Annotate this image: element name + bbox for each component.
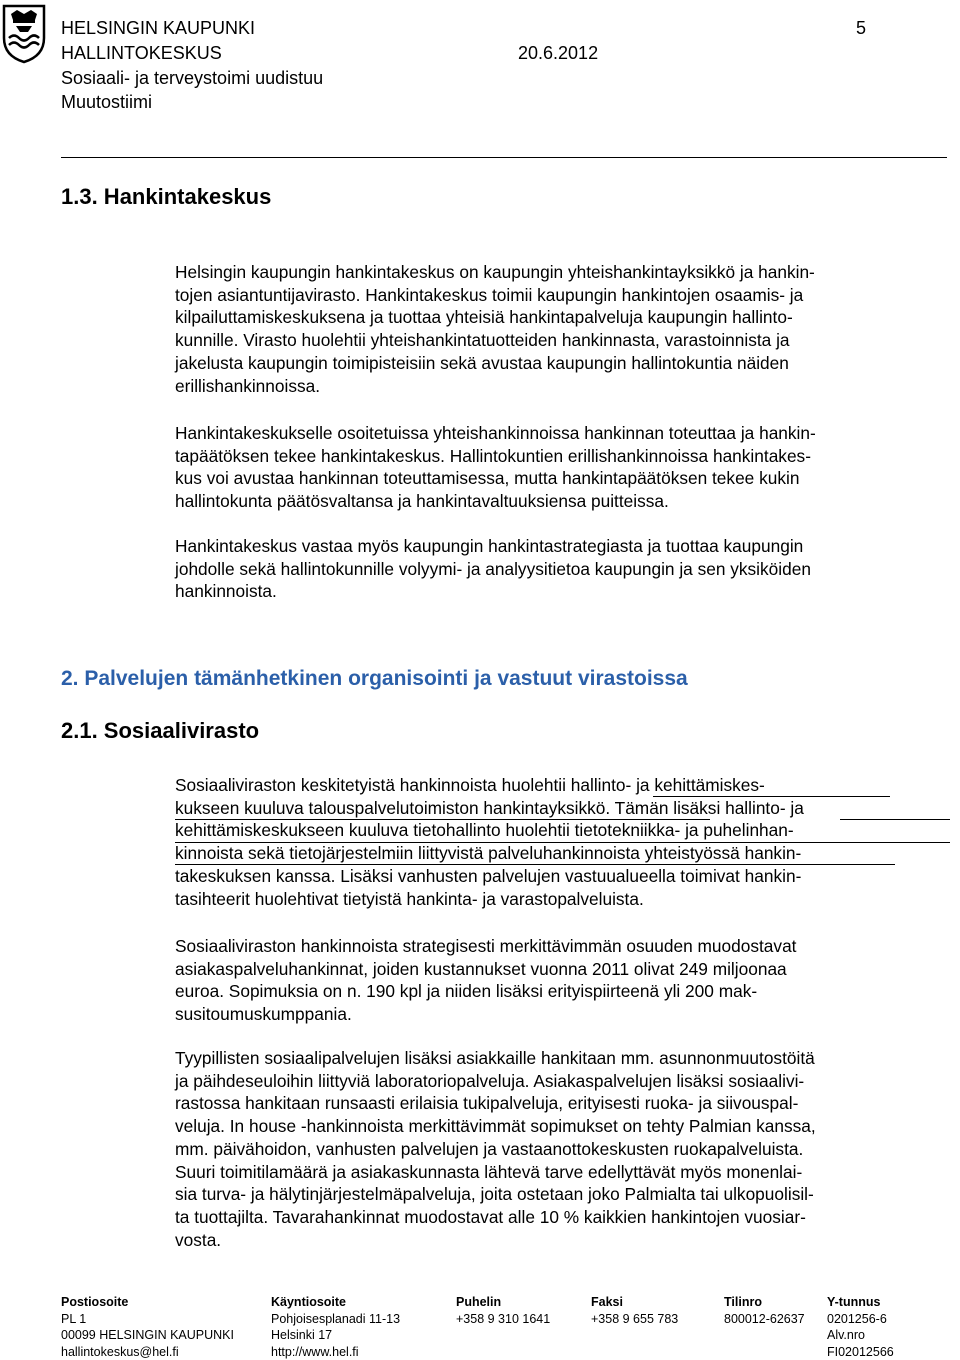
text-line: Tyypillisten sosiaalipalvelujen lisäksi asiakkaille hankitaan mm. asunnonmuutostöitä <box>175 1048 815 1068</box>
footer-header-fax: Faksi <box>591 1295 623 1309</box>
text-line: euroa. Sopimuksia on n. 190 kpl ja niiden lisäksi erityispiirteenä yli 200 mak- <box>175 981 758 1002</box>
footer-cell <box>591 1327 724 1344</box>
text-line: Hankintakeskus vastaa myös kaupungin hankintastrategiasta ja tuottaa kaupungin <box>175 536 804 556</box>
text-line: johdolle sekä hallintokunnille volyymi- ja analyysitietoa kaupungin ja sen yksiköiden <box>175 558 811 579</box>
paragraph-6 <box>175 1047 950 1251</box>
text-line: vosta. <box>175 1229 222 1250</box>
footer-cell <box>456 1344 591 1360</box>
footer-fax: +358 9 655 783 <box>591 1311 679 1326</box>
footer-header-visit: Käyntiosoite <box>271 1295 347 1309</box>
text-line: rastossa hankitaan runsaasti erilaisia tukipalveluja, erityisesti ruoka- ja siivouspal- <box>175 1093 799 1114</box>
revision-underline <box>175 842 950 843</box>
text-line: tojen asiantuntijavirasto. Hankintakeskus toimii kaupungin hankintojen osaamis- ja <box>175 284 804 305</box>
revision-underline <box>653 796 890 797</box>
section-heading-2-1: 2.1. Sosiaalivirasto <box>61 718 260 743</box>
header-subject: Sosiaali- ja terveystoimi uudistuu <box>61 68 324 88</box>
text-line: veluja. In house -hankinnoista merkittävimmät sopimukset on tehty Palmian kanssa, <box>175 1116 816 1137</box>
text-line: kukseen kuuluva talouspalvelutoimiston hankintayksikkö. Tämän lisäksi hallinto- ja <box>175 797 804 818</box>
text-line: tasihteerit huolehtivat tietyistä hankinta- ja varastopalveluista. <box>175 888 644 909</box>
footer-cell <box>591 1344 724 1360</box>
footer-header-account: Tilinro <box>724 1295 762 1309</box>
header-doc-type: Muutostiimi <box>61 92 153 112</box>
paragraph-2 <box>175 422 950 513</box>
footer-cell <box>456 1327 591 1344</box>
footer-business-id: 0201256-6 <box>827 1311 887 1326</box>
revision-underline <box>840 819 950 820</box>
footer-cell: PL 1 <box>61 1311 87 1326</box>
footer-header-phone: Puhelin <box>456 1295 502 1309</box>
footer-cell: Pohjoisesplanadi 11-13 <box>271 1311 401 1326</box>
text-line: hankinnoista. <box>175 581 277 602</box>
text-line: Hankintakeskukselle osoitetuissa yhteishankinnoissa hankinnan toteuttaa ja hankin- <box>175 423 816 443</box>
text-line: kinnoista sekä tietojärjestelmiin liittyvistä palveluhankinnoista yhteistyössä hankin- <box>175 843 802 864</box>
header-divider <box>61 157 947 158</box>
paragraph-3 <box>175 535 950 603</box>
header-date: 20.6.2012 <box>518 43 599 63</box>
text-line: kunnille. Virasto huolehtii yhteishankintatuotteiden hankinnasta, varastoinnista ja <box>175 330 790 351</box>
text-line: jakelusta kaupungin toimipisteisiin sekä avustaa kaupungin hallintokuntia näiden <box>175 352 789 373</box>
text-line: Suuri toimitilamäärä ja asiakaskunnasta lähtevä tarve edellyttävät myös monenlai- <box>175 1161 803 1182</box>
page-number: 5 <box>856 18 867 38</box>
text-line: ja päihdeseuloihin liittyviä laboratoriopalveluja. Asiakaspalvelujen lisäksi sosiaalivi- <box>175 1070 805 1091</box>
footer-cell: 00099 HELSINGIN KAUPUNKI <box>61 1328 234 1343</box>
text-line: Sosiaaliviraston hankinnoista strategisesti merkittävimmän osuuden muodostavat <box>175 936 797 956</box>
footer-email-link[interactable]: hallintokeskus@hel.fi <box>61 1344 179 1359</box>
footer-vat-label: Alv.nro <box>827 1328 865 1343</box>
text-line: erillishankinnoissa. <box>175 375 321 396</box>
helsinki-coat-of-arms-logo <box>2 4 46 64</box>
footer-header-business-id: Y-tunnus <box>827 1295 881 1309</box>
footer-account: 800012-62637 <box>724 1311 805 1326</box>
footer-phone: +358 9 310 1641 <box>456 1311 551 1326</box>
footer-contact-table <box>61 1294 917 1360</box>
text-line: tapäätöksen tekee hankintakeskus. Hallintokuntien erillishankinnoissa hankintakes- <box>175 445 811 466</box>
revision-underline <box>175 819 710 820</box>
text-line: Helsingin kaupungin hankintakeskus on kaupungin yhteishankintayksikkö ja hankin- <box>175 262 815 282</box>
text-line: sia turva- ja hälytinjärjestelmäpalveluja, joita ostetaan joko Palmialta tai ulkopuolisil- <box>175 1184 814 1205</box>
paragraph-5 <box>175 935 950 1026</box>
text-line: hallintokunta päätösvaltansa ja hankintavaltuuksiensa puitteissa. <box>175 491 669 512</box>
text-line: kehittämiskeskukseen kuuluva tietohallinto huolehtii tietotekniikka- ja puhelinhan- <box>175 820 794 841</box>
footer-website-link[interactable]: http://www.hel.fi <box>271 1344 359 1359</box>
footer-cell <box>724 1327 827 1344</box>
paragraph-1 <box>175 261 950 397</box>
section-heading-1-3: 1.3. Hankintakeskus <box>61 184 272 209</box>
revision-underline <box>175 864 895 865</box>
text-line: mm. päivähoidon, vanhusten palvelujen ja vastaanottokeskusten ruokapalveluista. <box>175 1138 804 1159</box>
header-org: HELSINGIN KAUPUNKI <box>61 18 256 38</box>
text-line: Sosiaaliviraston keskitetyistä hankinnoista huolehtii hallinto- ja kehittämiskes- <box>175 775 765 795</box>
text-line: kus voi avustaa hankinnan toteuttamisessa, mutta hankintapäätöksen tekee kukin <box>175 468 800 489</box>
text-line: susitoumuskumppania. <box>175 1004 352 1025</box>
footer-cell: Helsinki 17 <box>271 1328 333 1343</box>
section-heading-2: 2. Palvelujen tämänhetkinen organisointi ja vastuut virastoissa <box>61 667 688 690</box>
footer-vat-number: FI02012566 <box>827 1344 894 1359</box>
footer-header-postal: Postiosoite <box>61 1295 129 1309</box>
text-line: takeskuksen kanssa. Lisäksi vanhusten palvelujen vastuualueella toimivat hankin- <box>175 865 802 886</box>
text-line: asiakaspalveluhankinnat, joiden kustannukset vuonna 2011 olivat 249 miljoonaa <box>175 958 787 979</box>
text-line: ta tuottajilta. Tavarahankinnat muodostavat alle 10 % kaikkien hankintojen vuosiar- <box>175 1206 806 1227</box>
footer-cell <box>724 1344 827 1360</box>
header-dept: HALLINTOKESKUS <box>61 43 222 63</box>
text-line: kilpailuttamiskeskuksena ja tuottaa yhteisiä hankintapalveluja kaupungin hallinto- <box>175 307 793 328</box>
